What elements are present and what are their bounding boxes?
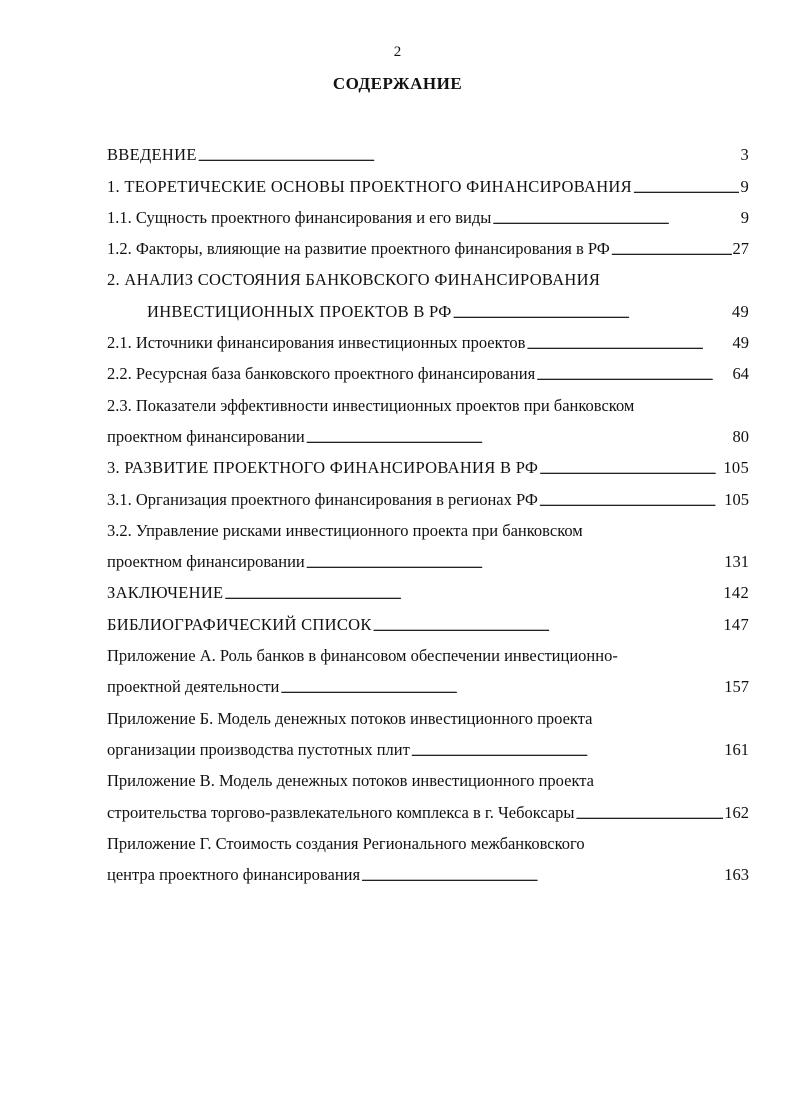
toc-entry-page: 9 — [740, 207, 749, 227]
toc-entry-text: Приложение Б. Модель денежных потоков инвестиционного проекта — [107, 708, 593, 728]
toc-entry-page: 147 — [723, 614, 749, 634]
toc-entry-text: 1.2. Факторы, влияющие на развитие проектного финансирования в РФ — [107, 239, 610, 259]
toc-entry-page: 27 — [732, 239, 749, 259]
toc-entry-text: 2.1. Источники финансирования инвестиционных проектов — [107, 333, 526, 353]
toc-entry-appendix-v-line2[interactable] — [107, 791, 749, 822]
leader-dots — [198, 145, 740, 165]
toc-entry-text: Приложение В. Модель денежных потоков инвестиционного проекта — [107, 771, 594, 791]
leader-dots — [536, 364, 731, 384]
toc-entry-text: проектной деятельности — [107, 677, 280, 697]
toc-entry-page: 157 — [724, 677, 749, 697]
toc-entry-page: 142 — [723, 583, 749, 603]
toc-entry-page: 105 — [724, 489, 749, 509]
toc-entry-3-1[interactable] — [107, 478, 749, 509]
toc-entry-page: 161 — [724, 739, 749, 759]
toc-entry-bibliography[interactable] — [107, 603, 749, 634]
toc-entry-page: 9 — [740, 176, 749, 196]
toc-entry-text: проектном финансировании — [107, 552, 305, 572]
toc-entry-appendix-b-line1[interactable] — [107, 697, 749, 728]
toc-entry-2-3-line1[interactable] — [107, 384, 749, 415]
leader-dots — [633, 177, 740, 197]
toc-entry-text: строительства торгово-развлекательного комплекса в г. Чебоксары — [107, 802, 575, 822]
toc-entry-text: 2.3. Показатели эффективности инвестиционных проектов при банковском — [107, 395, 635, 415]
toc-entry-appendix-v-line1[interactable] — [107, 760, 749, 791]
leader-dots — [373, 615, 723, 635]
leader-dots — [280, 677, 723, 697]
leader-dots — [526, 333, 731, 353]
leader-dots — [539, 490, 723, 510]
leader-dots — [492, 208, 739, 228]
toc-entry-appendix-a-line1[interactable] — [107, 635, 749, 666]
toc-entry-2-2[interactable] — [107, 353, 749, 384]
toc-entry-1-2[interactable] — [107, 228, 749, 259]
toc-entry-appendix-b-line2[interactable] — [107, 729, 749, 760]
toc-entry-page: 3 — [740, 145, 749, 165]
toc-entry-text: 2.2. Ресурсная база банковского проектного финансирования — [107, 364, 536, 384]
toc-entry-page: 49 — [731, 301, 749, 321]
page-title: СОДЕРЖАНИЕ — [332, 74, 463, 93]
toc-entry-1-1[interactable] — [107, 197, 749, 228]
toc-entry-3-2-line2[interactable] — [107, 541, 749, 572]
toc-entry-page: 131 — [724, 552, 749, 572]
toc-entry-appendix-g-line1[interactable] — [107, 823, 749, 854]
leader-dots — [453, 302, 731, 322]
table-of-contents — [107, 134, 749, 885]
toc-entry-text: 1.1. Сущность проектного финансирования и его виды — [107, 207, 492, 227]
toc-entry-text: БИБЛИОГРАФИЧЕСКИЙ СПИСОК — [107, 614, 372, 634]
toc-entry-page: 162 — [724, 802, 749, 822]
toc-entry-chapter-2-line2[interactable] — [107, 290, 749, 321]
toc-entry-2-1[interactable] — [107, 322, 749, 353]
toc-entry-text: 3.1. Организация проектного финансирования в регионах РФ — [107, 489, 538, 509]
toc-entry-text: Приложение Г. Стоимость создания Регионального межбанковского — [107, 833, 585, 853]
toc-entry-appendix-g-line2[interactable] — [107, 854, 749, 885]
toc-entry-page: 80 — [732, 426, 749, 446]
leader-dots — [361, 865, 723, 885]
toc-entry-text: Приложение А. Роль банков в финансовом обеспечении инвестиционно- — [107, 646, 618, 666]
toc-entry-page: 163 — [724, 865, 749, 885]
toc-entry-text: ЗАКЛЮЧЕНИЕ — [107, 583, 224, 603]
leader-dots — [411, 740, 723, 760]
toc-entry-page: 105 — [723, 458, 749, 478]
toc-entry-2-3-line2[interactable] — [107, 416, 749, 447]
toc-entry-text: ВВЕДЕНИЕ — [107, 145, 197, 165]
leader-dots — [306, 427, 732, 447]
leader-dots — [539, 458, 722, 478]
toc-entry-text: проектном финансировании — [107, 426, 305, 446]
toc-entry-chapter-2-line1[interactable] — [107, 259, 749, 290]
toc-entry-text: 3.2. Управление рисками инвестиционного проекта при банковском — [107, 520, 583, 540]
toc-entry-text: организации производства пустотных плит — [107, 739, 410, 759]
leader-dots — [611, 239, 732, 259]
toc-entry-chapter-1[interactable] — [107, 165, 749, 196]
toc-entry-page: 49 — [732, 333, 749, 353]
leader-dots — [576, 803, 724, 823]
toc-entry-3-2-line1[interactable] — [107, 510, 749, 541]
toc-entry-text: центра проектного финансирования — [107, 865, 361, 885]
toc-entry-introduction[interactable] — [107, 134, 749, 165]
leader-dots — [306, 552, 724, 572]
toc-entry-chapter-3[interactable] — [107, 447, 749, 478]
leader-dots — [224, 583, 722, 603]
toc-entry-text: 3. РАЗВИТИЕ ПРОЕКТНОГО ФИНАНСИРОВАНИЯ В РФ — [107, 458, 539, 478]
toc-entry-page: 64 — [732, 364, 749, 384]
page-number: 2 — [393, 44, 402, 60]
toc-entry-conclusion[interactable] — [107, 572, 749, 603]
toc-entry-text: ИНВЕСТИЦИОННЫХ ПРОЕКТОВ В РФ — [147, 301, 452, 321]
toc-entry-text: 1. ТЕОРЕТИЧЕСКИЕ ОСНОВЫ ПРОЕКТНОГО ФИНАНСИРОВАНИЯ — [107, 176, 632, 196]
toc-entry-appendix-a-line2[interactable] — [107, 666, 749, 697]
toc-entry-text: 2. АНАЛИЗ СОСТОЯНИЯ БАНКОВСКОГО ФИНАНСИРОВАНИЯ — [107, 270, 601, 290]
